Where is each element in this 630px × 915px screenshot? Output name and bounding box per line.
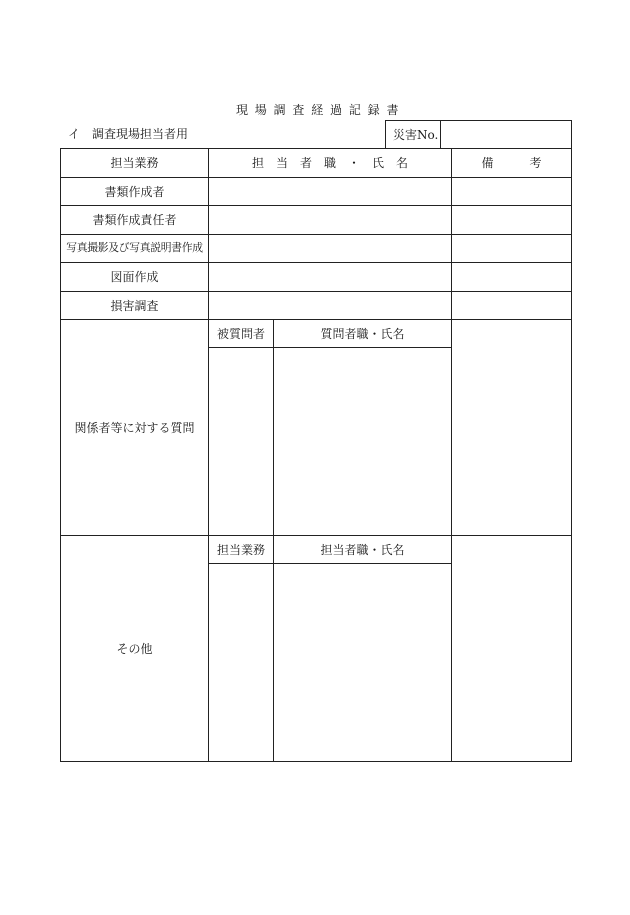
other-staff-cell <box>273 563 452 762</box>
row-remarks-cell <box>451 205 572 235</box>
row-remarks-cell <box>451 177 572 206</box>
header-duty-cell <box>60 148 209 178</box>
questions-label-cell <box>60 319 209 536</box>
other-staff-header-cell <box>273 535 452 564</box>
header-staff-cell <box>208 148 452 178</box>
row-duty-cell <box>60 177 209 206</box>
disaster-no-label-cell <box>385 120 441 149</box>
other-duty-header-cell <box>208 535 274 564</box>
row-duty: 写真撮影及び写真説明書作成 <box>66 241 203 255</box>
header-remarks-cell <box>451 148 572 178</box>
disaster-no-value-cell <box>440 120 572 149</box>
questions-remarks-cell <box>451 319 572 536</box>
questions-interviewer-header: 質問者職・氏名 <box>320 326 405 341</box>
row-staff-cell <box>208 205 452 235</box>
row-duty: 損害調査 <box>110 298 159 313</box>
row-duty: 書類作成者 <box>104 184 165 199</box>
row-staff-cell <box>208 291 452 320</box>
row-duty-cell <box>60 262 209 292</box>
row-duty: 図面作成 <box>110 270 159 284</box>
questions-interviewer-cell <box>273 347 452 536</box>
row-duty-cell <box>60 234 209 263</box>
other-staff-header: 担当者職・氏名 <box>320 542 405 557</box>
row-remarks-cell <box>451 291 572 320</box>
questions-interviewee-cell <box>208 347 274 536</box>
row-duty-cell <box>60 205 209 235</box>
disaster-no-label: 災害No. <box>393 127 439 142</box>
other-remarks-cell <box>451 535 572 762</box>
questions-interviewer-header-cell <box>273 319 452 348</box>
row-remarks-cell <box>451 262 572 292</box>
questions-label: 関係者等に対する質問 <box>74 420 195 435</box>
other-duty-cell <box>208 563 274 762</box>
header-staff: 担 当 者 職 ・ 氏 名 <box>251 156 408 170</box>
row-duty-cell <box>60 291 209 320</box>
other-label: その他 <box>116 641 153 656</box>
header-duty: 担当業務 <box>110 156 159 170</box>
questions-interviewee-header-cell <box>208 319 274 348</box>
form-title: 現 場 調 査 経 過 記 録 書 <box>235 103 401 117</box>
row-remarks-cell <box>451 234 572 263</box>
row-staff-cell <box>208 262 452 292</box>
questions-interviewee-header: 被質問者 <box>216 326 265 341</box>
other-duty-header: 担当業務 <box>216 542 265 557</box>
other-label-cell <box>60 535 209 762</box>
row-staff-cell <box>208 177 452 206</box>
section-label: イ 調査現場担当者用 <box>68 127 189 141</box>
row-staff-cell <box>208 234 452 263</box>
row-duty: 書類作成責任者 <box>92 213 177 227</box>
header-remarks: 備 考 <box>481 156 542 170</box>
